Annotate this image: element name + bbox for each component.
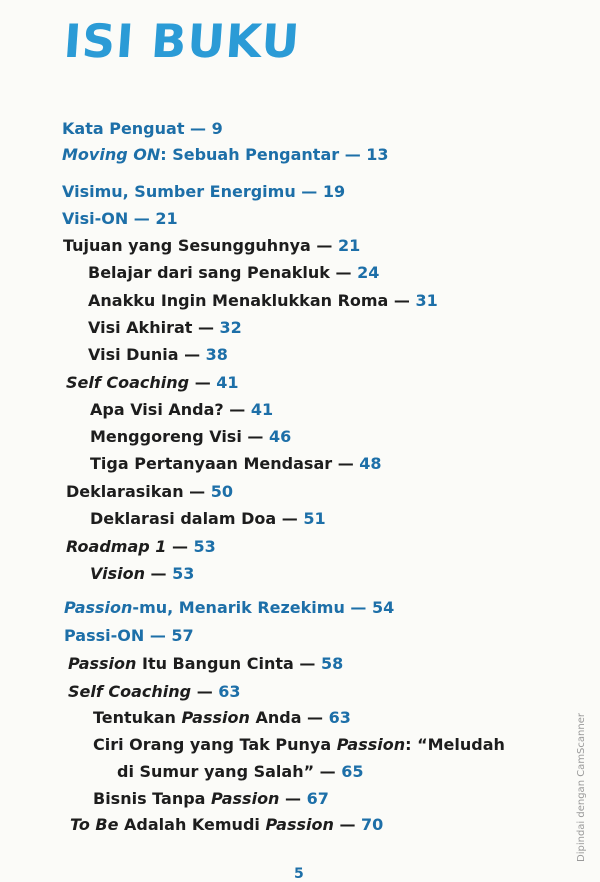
toc-entry[interactable] <box>68 682 241 702</box>
toc-entry[interactable] <box>117 762 364 782</box>
entry-text: Tujuan yang Sesungguhnya — <box>63 236 338 255</box>
toc-entry[interactable] <box>66 482 233 502</box>
page-number: 41 <box>216 373 239 392</box>
toc-entry[interactable] <box>93 708 351 728</box>
toc-entry[interactable] <box>64 598 394 618</box>
toc-entry[interactable] <box>62 119 223 139</box>
page-number: 53 <box>193 537 216 556</box>
entry-text: Ciri Orang yang Tak Punya <box>93 735 337 754</box>
entry-text: : “Meludah <box>405 735 505 754</box>
entry-text: : Sebuah Pengantar — <box>160 145 367 164</box>
entry-text: Apa Visi Anda? — <box>90 400 251 419</box>
entry-text: Deklarasikan — <box>66 482 211 501</box>
toc-entry[interactable] <box>90 509 326 529</box>
entry-text: Visi Akhirat — <box>88 318 220 337</box>
toc-entry[interactable] <box>90 564 194 584</box>
toc-entry[interactable] <box>70 815 383 835</box>
toc-entry[interactable] <box>88 318 242 338</box>
entry-text-italic: Vision <box>90 564 145 583</box>
page-number: 13 <box>366 145 389 164</box>
page-number: 51 <box>303 509 326 528</box>
entry-text: Anakku Ingin Menaklukkan Roma — <box>88 291 416 310</box>
entry-text-italic: Moving ON <box>62 145 161 164</box>
page-number: 31 <box>415 291 438 310</box>
toc-entry[interactable] <box>88 345 228 365</box>
page-number: 70 <box>361 815 384 834</box>
entry-text: Menggoreng Visi — <box>90 427 269 446</box>
entry-text-italic: Self Coaching <box>66 373 190 392</box>
toc-entry[interactable] <box>62 182 345 202</box>
toc-entry[interactable] <box>66 373 239 393</box>
page-number: 65 <box>341 762 364 781</box>
page-number: 58 <box>320 654 344 673</box>
page-number: 9 <box>211 119 223 138</box>
page-number: 21 <box>155 209 178 228</box>
entry-text-italic: Passion <box>336 735 406 754</box>
entry-text-italic: Self Coaching <box>68 682 192 701</box>
entry-text: Tentukan <box>93 708 182 727</box>
entry-text: Visi Dunia — <box>88 345 206 364</box>
toc-entry[interactable] <box>93 789 329 809</box>
scanner-watermark: Dipindai dengan CamScanner <box>576 713 587 862</box>
page-number: 48 <box>359 454 382 473</box>
entry-text-italic: Passion <box>64 598 133 617</box>
entry-text: Adalah Kemudi <box>118 815 266 834</box>
entry-text-italic: Passion <box>265 815 334 834</box>
toc-entry[interactable] <box>68 654 343 674</box>
page-number: 21 <box>337 236 361 255</box>
entry-text: Deklarasi dalam Doa — <box>90 509 304 528</box>
page-number: 63 <box>328 708 351 727</box>
entry-text: Visimu, Sumber Energimu — <box>62 182 323 201</box>
toc-entry[interactable] <box>88 263 379 283</box>
entry-text: Kata Penguat — <box>62 119 212 138</box>
entry-text: di Sumur yang Salah” — <box>117 762 342 781</box>
toc-entry[interactable] <box>63 236 360 256</box>
entry-text: — <box>189 373 217 392</box>
toc-entry[interactable] <box>93 735 505 755</box>
entry-text: Tiga Pertanyaan Mendasar — <box>90 454 360 473</box>
entry-text: Itu Bangun Cinta — <box>136 654 321 673</box>
entry-text: — <box>166 537 194 556</box>
entry-text: Bisnis Tanpa <box>93 789 212 808</box>
page-number-footer: 5 <box>294 866 304 882</box>
page-number: 32 <box>219 318 242 337</box>
entry-text-italic: Passion <box>181 708 250 727</box>
page-number: 57 <box>171 626 194 645</box>
page-number: 50 <box>210 482 233 501</box>
toc-entry[interactable] <box>66 537 216 557</box>
toc-entry[interactable] <box>88 291 438 311</box>
entry-text: Passi-ON — <box>64 626 172 645</box>
toc-entry[interactable] <box>64 626 194 646</box>
entry-text: -mu, Menarik Rezekimu — <box>132 598 372 617</box>
entry-text-italic: Passion <box>211 789 280 808</box>
toc-entry[interactable] <box>90 400 273 420</box>
entry-text: — <box>144 564 173 583</box>
toc-entry[interactable] <box>90 427 291 447</box>
entry-text: — <box>279 789 307 808</box>
page-number: 67 <box>306 789 329 808</box>
page-number: 19 <box>322 182 346 201</box>
page-number: 24 <box>357 263 380 282</box>
toc-entry[interactable] <box>90 454 382 474</box>
page-number: 38 <box>205 345 228 364</box>
entry-text: Belajar dari sang Penakluk — <box>88 263 358 282</box>
entry-text-italic: Roadmap 1 <box>66 537 167 556</box>
page-number: 46 <box>268 427 292 446</box>
toc-entry[interactable] <box>62 145 389 165</box>
page-title: ISI BUKU <box>62 14 302 68</box>
entry-text-italic: Passion <box>68 654 137 673</box>
page-number: 54 <box>371 598 395 617</box>
entry-text: — <box>191 682 219 701</box>
page-number: 63 <box>218 682 241 701</box>
page-number: 41 <box>250 400 274 419</box>
entry-text: Anda — <box>249 708 329 727</box>
toc-entry[interactable] <box>62 209 178 229</box>
entry-text-italic: To Be <box>70 815 119 834</box>
page-number: 53 <box>172 564 195 583</box>
entry-text: Visi-ON — <box>62 209 156 228</box>
entry-text: — <box>333 815 362 834</box>
